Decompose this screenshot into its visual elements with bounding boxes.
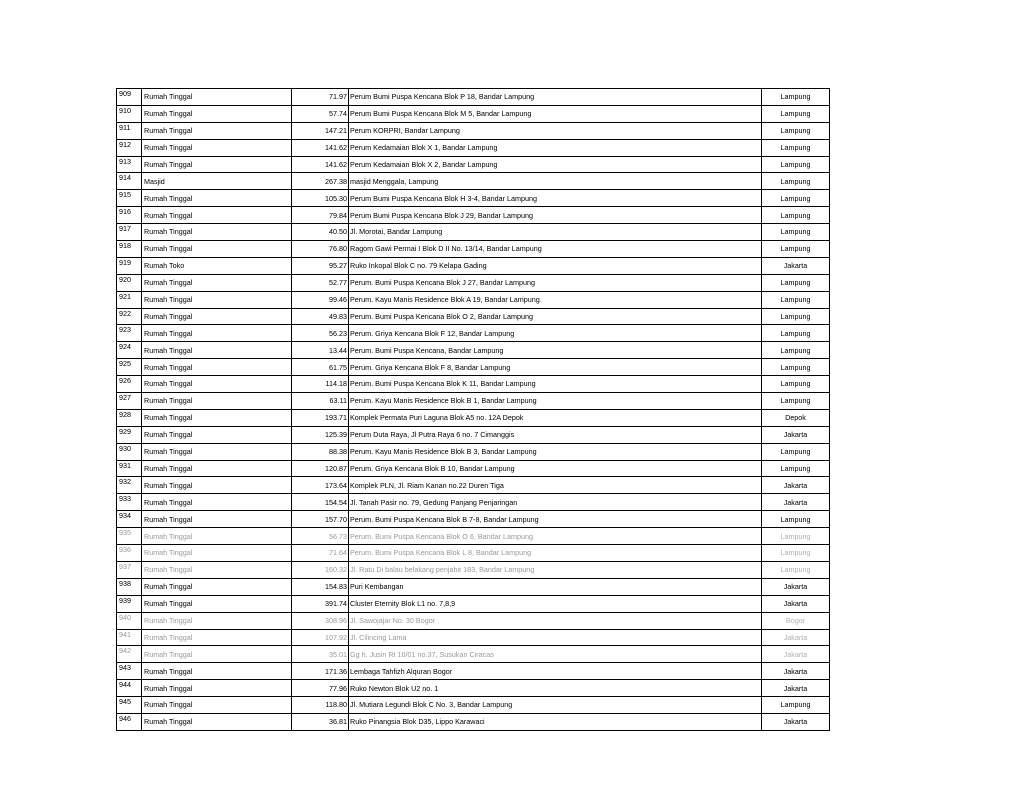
row-number-cell: 937 (117, 561, 142, 578)
building-type-cell: Rumah Tinggal (142, 409, 292, 426)
table-row (117, 190, 830, 207)
table-row (117, 528, 830, 545)
area-cell: 308.96 (292, 612, 349, 629)
table-row (117, 274, 830, 291)
area-cell: 95.27 (292, 257, 349, 274)
address-cell: Perum KORPRI, Bandar Lampung (349, 122, 762, 139)
row-number-cell: 936 (117, 545, 142, 562)
address-cell: Perum. Bumi Puspa Kencana Blok B 7-8, Bandar Lampung (349, 511, 762, 528)
table-row (117, 207, 830, 224)
address-cell: Cluster Eternity Blok L1 no. 7,8,9 (349, 595, 762, 612)
area-cell: 160.32 (292, 561, 349, 578)
building-type-cell: Rumah Tinggal (142, 426, 292, 443)
table-row (117, 713, 830, 730)
row-number-cell: 944 (117, 680, 142, 697)
city-cell: Lampung (762, 139, 830, 156)
area-cell: 52.77 (292, 274, 349, 291)
city-cell: Lampung (762, 190, 830, 207)
city-cell: Bogor (762, 612, 830, 629)
table-row (117, 697, 830, 714)
building-type-cell: Rumah Tinggal (142, 325, 292, 342)
row-number-cell: 924 (117, 342, 142, 359)
area-cell: 114.18 (292, 376, 349, 393)
city-cell: Lampung (762, 207, 830, 224)
area-cell: 120.87 (292, 460, 349, 477)
building-type-cell: Rumah Tinggal (142, 291, 292, 308)
address-cell: Ruko Pinangsia Blok D35, Lippo Karawaci (349, 713, 762, 730)
area-cell: 77.96 (292, 680, 349, 697)
area-cell: 71.97 (292, 89, 349, 106)
address-cell: Komplek PLN, Jl. Riam Kanan no.22 Duren Tiga (349, 477, 762, 494)
row-number-cell: 931 (117, 460, 142, 477)
address-cell: Perum Bumi Puspa Kencana Blok M 5, Bandar Lampung (349, 105, 762, 122)
table-row (117, 680, 830, 697)
city-cell: Lampung (762, 325, 830, 342)
area-cell: 36.81 (292, 713, 349, 730)
address-cell: Ruko Newton Blok U2 no. 1 (349, 680, 762, 697)
row-number-cell: 918 (117, 241, 142, 258)
table-row (117, 409, 830, 426)
table-row (117, 257, 830, 274)
row-number-cell: 911 (117, 122, 142, 139)
table-row (117, 173, 830, 190)
area-cell: 61.75 (292, 359, 349, 376)
row-number-cell: 938 (117, 578, 142, 595)
address-cell: Perum Kedamaian Blok X 2, Bandar Lampung (349, 156, 762, 173)
table-row (117, 342, 830, 359)
row-number-cell: 923 (117, 325, 142, 342)
area-cell: 13.44 (292, 342, 349, 359)
row-number-cell: 927 (117, 393, 142, 410)
city-cell: Lampung (762, 291, 830, 308)
address-cell: Perum. Griya Kencana Blok F 12, Bandar Lampung (349, 325, 762, 342)
address-cell: Perum. Griya Kencana Blok B 10, Bandar Lampung (349, 460, 762, 477)
city-cell: Lampung (762, 89, 830, 106)
area-cell: 63.11 (292, 393, 349, 410)
address-cell: Perum. Griya Kencana Blok F 8, Bandar Lampung (349, 359, 762, 376)
city-cell: Lampung (762, 359, 830, 376)
table-row (117, 156, 830, 173)
building-type-cell: Rumah Tinggal (142, 190, 292, 207)
address-cell: Jl. Sawojajar No. 30 Bogor (349, 612, 762, 629)
address-cell: Ragom Gawi Permai I Blok D II No. 13/14, Bandar Lampung (349, 241, 762, 258)
building-type-cell: Rumah Tinggal (142, 122, 292, 139)
area-cell: 56.73 (292, 528, 349, 545)
building-type-cell: Rumah Tinggal (142, 561, 292, 578)
row-number-cell: 926 (117, 376, 142, 393)
area-cell: 154.54 (292, 494, 349, 511)
city-cell: Lampung (762, 105, 830, 122)
address-cell: Perum. Kayu Manis Residence Blok B 1, Bandar Lampung (349, 393, 762, 410)
city-cell: Jakarta (762, 578, 830, 595)
row-number-cell: 945 (117, 697, 142, 714)
address-cell: Puri Kembangan (349, 578, 762, 595)
address-cell: Perum Bumi Puspa Kencana Blok H 3-4, Bandar Lampung (349, 190, 762, 207)
row-number-cell: 942 (117, 646, 142, 663)
table-row (117, 308, 830, 325)
city-cell: Lampung (762, 511, 830, 528)
table-row (117, 612, 830, 629)
address-cell: Perum. Bumi Puspa Kencana Blok L 8, Bandar Lampung (349, 545, 762, 562)
row-number-cell: 943 (117, 663, 142, 680)
row-number-cell: 925 (117, 359, 142, 376)
table-row (117, 646, 830, 663)
row-number-cell: 913 (117, 156, 142, 173)
row-number-cell: 934 (117, 511, 142, 528)
table-row (117, 291, 830, 308)
city-cell: Lampung (762, 393, 830, 410)
area-cell: 157.70 (292, 511, 349, 528)
table-row (117, 359, 830, 376)
row-number-cell: 933 (117, 494, 142, 511)
building-type-cell: Rumah Tinggal (142, 629, 292, 646)
city-cell: Lampung (762, 561, 830, 578)
table-row (117, 393, 830, 410)
row-number-cell: 928 (117, 409, 142, 426)
table-row (117, 325, 830, 342)
city-cell: Lampung (762, 156, 830, 173)
area-cell: 49.83 (292, 308, 349, 325)
area-cell: 193.71 (292, 409, 349, 426)
city-cell: Jakarta (762, 663, 830, 680)
city-cell: Jakarta (762, 629, 830, 646)
city-cell: Jakarta (762, 595, 830, 612)
city-cell: Jakarta (762, 494, 830, 511)
building-type-cell: Rumah Tinggal (142, 359, 292, 376)
area-cell: 147.21 (292, 122, 349, 139)
address-cell: Perum. Bumi Puspa Kencana Blok O 2, Bandar Lampung (349, 308, 762, 325)
building-type-cell: Rumah Tinggal (142, 376, 292, 393)
table-row (117, 426, 830, 443)
building-type-cell: Rumah Tinggal (142, 646, 292, 663)
address-cell: Jl. Tanah Pasir no. 79, Gedung Panjang Penjaringan (349, 494, 762, 511)
address-cell: Jl. Ratu Di balau belakang penjahit 183, Bandar Lampung (349, 561, 762, 578)
row-number-cell: 935 (117, 528, 142, 545)
row-number-cell: 919 (117, 257, 142, 274)
building-type-cell: Rumah Tinggal (142, 460, 292, 477)
city-cell: Lampung (762, 460, 830, 477)
area-cell: 141.62 (292, 139, 349, 156)
city-cell: Lampung (762, 342, 830, 359)
area-cell: 79.84 (292, 207, 349, 224)
building-type-cell: Rumah Tinggal (142, 241, 292, 258)
row-number-cell: 929 (117, 426, 142, 443)
area-cell: 35.01 (292, 646, 349, 663)
row-number-cell: 946 (117, 713, 142, 730)
building-type-cell: Rumah Tinggal (142, 713, 292, 730)
city-cell: Lampung (762, 545, 830, 562)
area-cell: 56.23 (292, 325, 349, 342)
city-cell: Jakarta (762, 680, 830, 697)
building-type-cell: Rumah Tinggal (142, 545, 292, 562)
area-cell: 105.30 (292, 190, 349, 207)
table-row (117, 89, 830, 106)
city-cell: Lampung (762, 173, 830, 190)
building-type-cell: Rumah Tinggal (142, 528, 292, 545)
table-row (117, 460, 830, 477)
area-cell: 171.36 (292, 663, 349, 680)
area-cell: 40.50 (292, 224, 349, 241)
building-type-cell: Rumah Tinggal (142, 680, 292, 697)
row-number-cell: 932 (117, 477, 142, 494)
city-cell: Jakarta (762, 477, 830, 494)
address-cell: Perum. Bumi Puspa Kencana, Bandar Lampung (349, 342, 762, 359)
table-row (117, 443, 830, 460)
city-cell: Jakarta (762, 257, 830, 274)
city-cell: Lampung (762, 122, 830, 139)
building-type-cell: Rumah Tinggal (142, 274, 292, 291)
city-cell: Lampung (762, 528, 830, 545)
row-number-cell: 939 (117, 595, 142, 612)
building-type-cell: Rumah Tinggal (142, 697, 292, 714)
table-row (117, 376, 830, 393)
address-cell: Jl. Morotai, Bandar Lampung (349, 224, 762, 241)
row-number-cell: 916 (117, 207, 142, 224)
table-row (117, 139, 830, 156)
address-cell: Perum Bumi Puspa Kencana Blok J 29, Bandar Lampung (349, 207, 762, 224)
address-cell: Perum. Bumi Puspa Kencana Blok O 6, Bandar Lampung (349, 528, 762, 545)
city-cell: Lampung (762, 308, 830, 325)
area-cell: 125.39 (292, 426, 349, 443)
building-type-cell: Rumah Tinggal (142, 156, 292, 173)
city-cell: Lampung (762, 376, 830, 393)
building-type-cell: Rumah Tinggal (142, 595, 292, 612)
address-cell: Perum. Bumi Puspa Kencana Blok K 11, Bandar Lampung (349, 376, 762, 393)
table-row (117, 241, 830, 258)
area-cell: 391.74 (292, 595, 349, 612)
table-row (117, 561, 830, 578)
building-type-cell: Masjid (142, 173, 292, 190)
row-number-cell: 912 (117, 139, 142, 156)
building-type-cell: Rumah Tinggal (142, 663, 292, 680)
building-type-cell: Rumah Tinggal (142, 342, 292, 359)
building-type-cell: Rumah Tinggal (142, 511, 292, 528)
table-row (117, 105, 830, 122)
row-number-cell: 921 (117, 291, 142, 308)
building-type-cell: Rumah Tinggal (142, 308, 292, 325)
row-number-cell: 922 (117, 308, 142, 325)
area-cell: 71.64 (292, 545, 349, 562)
project-table-body (117, 89, 830, 731)
address-cell: masjid Menggala, Lampung (349, 173, 762, 190)
city-cell: Jakarta (762, 713, 830, 730)
area-cell: 107.92 (292, 629, 349, 646)
area-cell: 118.80 (292, 697, 349, 714)
building-type-cell: Rumah Toko (142, 257, 292, 274)
city-cell: Lampung (762, 224, 830, 241)
address-cell: Perum Bumi Puspa Kencana Blok P 18, Bandar Lampung (349, 89, 762, 106)
building-type-cell: Rumah Tinggal (142, 578, 292, 595)
city-cell: Depok (762, 409, 830, 426)
row-number-cell: 930 (117, 443, 142, 460)
area-cell: 88.38 (292, 443, 349, 460)
table-row (117, 663, 830, 680)
building-type-cell: Rumah Tinggal (142, 477, 292, 494)
table-row (117, 477, 830, 494)
row-number-cell: 940 (117, 612, 142, 629)
table-row (117, 511, 830, 528)
address-cell: Perum Duta Raya, Jl Putra Raya 6 no. 7 Cimanggis (349, 426, 762, 443)
area-cell: 154.83 (292, 578, 349, 595)
city-cell: Lampung (762, 697, 830, 714)
address-cell: Komplek Permata Puri Laguna Blok A5 no. 12A Depok (349, 409, 762, 426)
city-cell: Jakarta (762, 646, 830, 663)
row-number-cell: 915 (117, 190, 142, 207)
address-cell: Perum. Kayu Manis Residence Blok B 3, Bandar Lampung (349, 443, 762, 460)
address-cell: Lembaga Tahfizh Alquran Bogor (349, 663, 762, 680)
building-type-cell: Rumah Tinggal (142, 105, 292, 122)
city-cell: Lampung (762, 241, 830, 258)
building-type-cell: Rumah Tinggal (142, 443, 292, 460)
table-row (117, 224, 830, 241)
building-type-cell: Rumah Tinggal (142, 393, 292, 410)
table-row (117, 122, 830, 139)
table-row (117, 494, 830, 511)
row-number-cell: 910 (117, 105, 142, 122)
city-cell: Lampung (762, 274, 830, 291)
building-type-cell: Rumah Tinggal (142, 207, 292, 224)
row-number-cell: 909 (117, 89, 142, 106)
address-cell: Gg h. Jusin Rt 10/01 no.37, Susukan Ciracas (349, 646, 762, 663)
table-row (117, 629, 830, 646)
address-cell: Jl. Cilincing Lama (349, 629, 762, 646)
area-cell: 267.38 (292, 173, 349, 190)
area-cell: 173.64 (292, 477, 349, 494)
building-type-cell: Rumah Tinggal (142, 612, 292, 629)
city-cell: Jakarta (762, 426, 830, 443)
table-row (117, 595, 830, 612)
area-cell: 76.80 (292, 241, 349, 258)
building-type-cell: Rumah Tinggal (142, 494, 292, 511)
row-number-cell: 941 (117, 629, 142, 646)
area-cell: 57.74 (292, 105, 349, 122)
row-number-cell: 914 (117, 173, 142, 190)
address-cell: Perum. Bumi Puspa Kencana Blok J 27, Bandar Lampung (349, 274, 762, 291)
area-cell: 99.46 (292, 291, 349, 308)
building-type-cell: Rumah Tinggal (142, 139, 292, 156)
row-number-cell: 920 (117, 274, 142, 291)
row-number-cell: 917 (117, 224, 142, 241)
project-table (116, 88, 830, 731)
table-row (117, 545, 830, 562)
address-cell: Perum. Kayu Manis Residence Blok A 19, Bandar Lampung (349, 291, 762, 308)
address-cell: Ruko Inkopal Blok C no. 79 Kelapa Gading (349, 257, 762, 274)
area-cell: 141.62 (292, 156, 349, 173)
address-cell: Perum Kedamaian Blok X 1, Bandar Lampung (349, 139, 762, 156)
table-row (117, 578, 830, 595)
city-cell: Lampung (762, 443, 830, 460)
building-type-cell: Rumah Tinggal (142, 89, 292, 106)
address-cell: Jl. Mutiara Legundi Blok C No. 3, Bandar Lampung (349, 697, 762, 714)
building-type-cell: Rumah Tinggal (142, 224, 292, 241)
